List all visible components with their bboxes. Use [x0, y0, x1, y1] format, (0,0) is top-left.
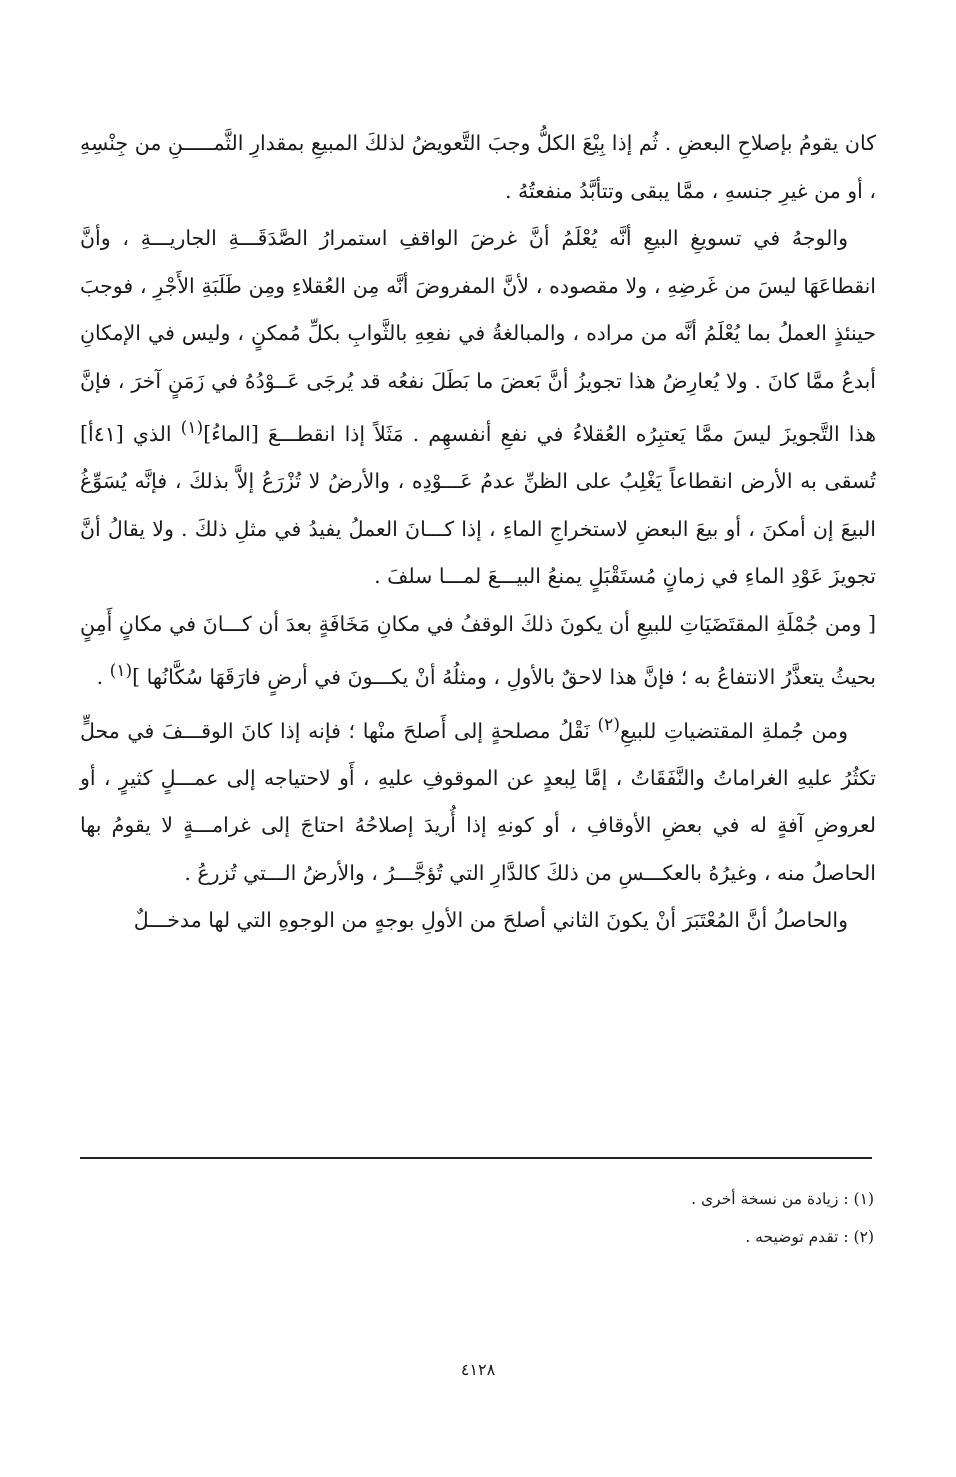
paragraph-4: [80, 702, 876, 898]
paragraph-2: [80, 215, 876, 601]
paragraph-4-start: ومن جُملةِ المقتضياتِ للبيعِ: [620, 718, 848, 743]
footnote-2: (٢) : تقدم توضيحه .: [745, 1228, 874, 1246]
paragraph-5: والحاصلُ أنَّ المُعْتَبَرَ أنْ يكونَ الثاني أصلحَ من الأولِ بوجهٍ من الوجوهِ التي لها مدخـــلٌ: [133, 908, 848, 933]
paragraph-4-continuation: نَقْلُ مصلحةٍ إلى أَصلحَ منْها ؛ فإنه إذا كانَ الوقـــفَ في محلٍّ تكثُرُ عليهِ الغراماتُ والنَّفَقَاتُ ، إمَّا لِبعدٍ عن الموقوفِ عليهِ ، أَو لاحتياجه إلى عمـــلٍ كثيرٍ ، أو لعروضِ آفةٍ له في بعضِ الأوقافِ ، أو كونهِ إذا أُريدَ إصلاحُهُ احتاجَ إلى غرامـــةٍ لا يقومُ بها الحاصلُ منه ، وغيرُهُ بالعكـــسِ من ذلكَ كالدَّارِ التي تُؤجَّـــرُ ، والأرضُ الـــتي تُزرعُ .: [80, 718, 877, 885]
footnotes: [174, 1180, 874, 1256]
footnote-1: (١) : زيادة من نسخة أخرى .: [691, 1190, 874, 1208]
footnote-separator: [80, 1157, 872, 1159]
footnote-ref-2[interactable]: (٢): [597, 714, 621, 735]
paragraph-3-end: .: [96, 665, 110, 690]
footnote-ref-1[interactable]: (١): [180, 418, 204, 438]
paragraph-3: [80, 601, 876, 702]
paragraph-2-continuation: الذي [٤١أ] تُسقى به الأرض انقطاعاً يَغْلِبُ على الظنِّ عدمُ عَـــوْدِه ، والأرضُ لا تُزْرَعُ إلاَّ بذلكَ ، فإنَّه يُسَوِّغُ البيعَ إن أمكنَ ، أو بيعَ البعضِ لاستخراجِ الماءِ ، إذا كـــانَ العملُ يفيدُ في مثلِ ذلكَ . ولا يقالُ أنَّ تجويزَ عَوْدِ الماءِ في زمانٍ مُستَقْبَلٍ يمنعُ البيـــعَ لمـــا سلفَ .: [80, 421, 876, 589]
paragraph-3-text: [ ومن جُمْلَةِ المقتَضَيَاتِ للبيعِ أن يكونَ ذلكَ الوقفُ في مكانِ مَخَافَةٍ بعدَ أن كـــانَ في مكانٍ أَمِنٍ بحيثُ يتعذَّرُ الانتفاعُ به ؛ فإنَّ هذا لاحقٌ بالأولِ ، ومثلُهُ أنْ يكـــونَ في أرضٍ فارَقَهَا سُكَّانُها ]: [80, 611, 876, 690]
paragraph-2-text: والوجهُ في تسويغِ البيعِ أنَّه يُعْلَمُ أنَّ غرضَ الواقفِ استمرارُ الصَّدَقَـــةِ الجاريـــةِ ، وأنَّ انقطاعَهَا ليسَ من غَرضِهِ ، ولا مقصوده ، لأنَّ المفروضَ أنَّه مِن العُقلاءِ ومِن طَلَبَةِ الأَجْرِ ، فوجبَ حينئذٍ العملُ بما يُعْلَمُ أنَّه من مراده ، والمبالغةُ في نفعِهِ بالثَّوابِ بكلِّ مُمكنٍ ، وليس في الإمكانِ أبدعُ ممَّا كانَ . ولا يُعارِضُ هذا تجويزُ أنَّ بَعضَ ما بَطَلَ نفعُه قد يُرجَى عَــوْدُهُ في زَمَنٍ آخرَ ، فإنَّ هذا التَّجويزَ ليسَ ممَّا يَعتبِرُه العُقلاءُ في نفعِ أنفسهِم . مَثَلاً إذا انقطـــعَ [الماءُ]: [80, 226, 876, 446]
main-text: [80, 120, 876, 945]
paragraph-1: كان يقومُ بإصلاحِ البعضِ . ثُم إذا بِيْعَ الكلُّ وجبَ التَّعويضُ لذلكَ المبيعِ بمقدارِ الثَّمـــــنِ من جِنْسِهِ ، أو من غيرِ جنسهِ ، ممَّا يبقى وتتأبَّدُ منفعتُهُ .: [80, 131, 876, 203]
footnote-ref-1-second[interactable]: (١): [109, 661, 133, 682]
page-number: ٤١٢٨: [460, 1360, 496, 1379]
